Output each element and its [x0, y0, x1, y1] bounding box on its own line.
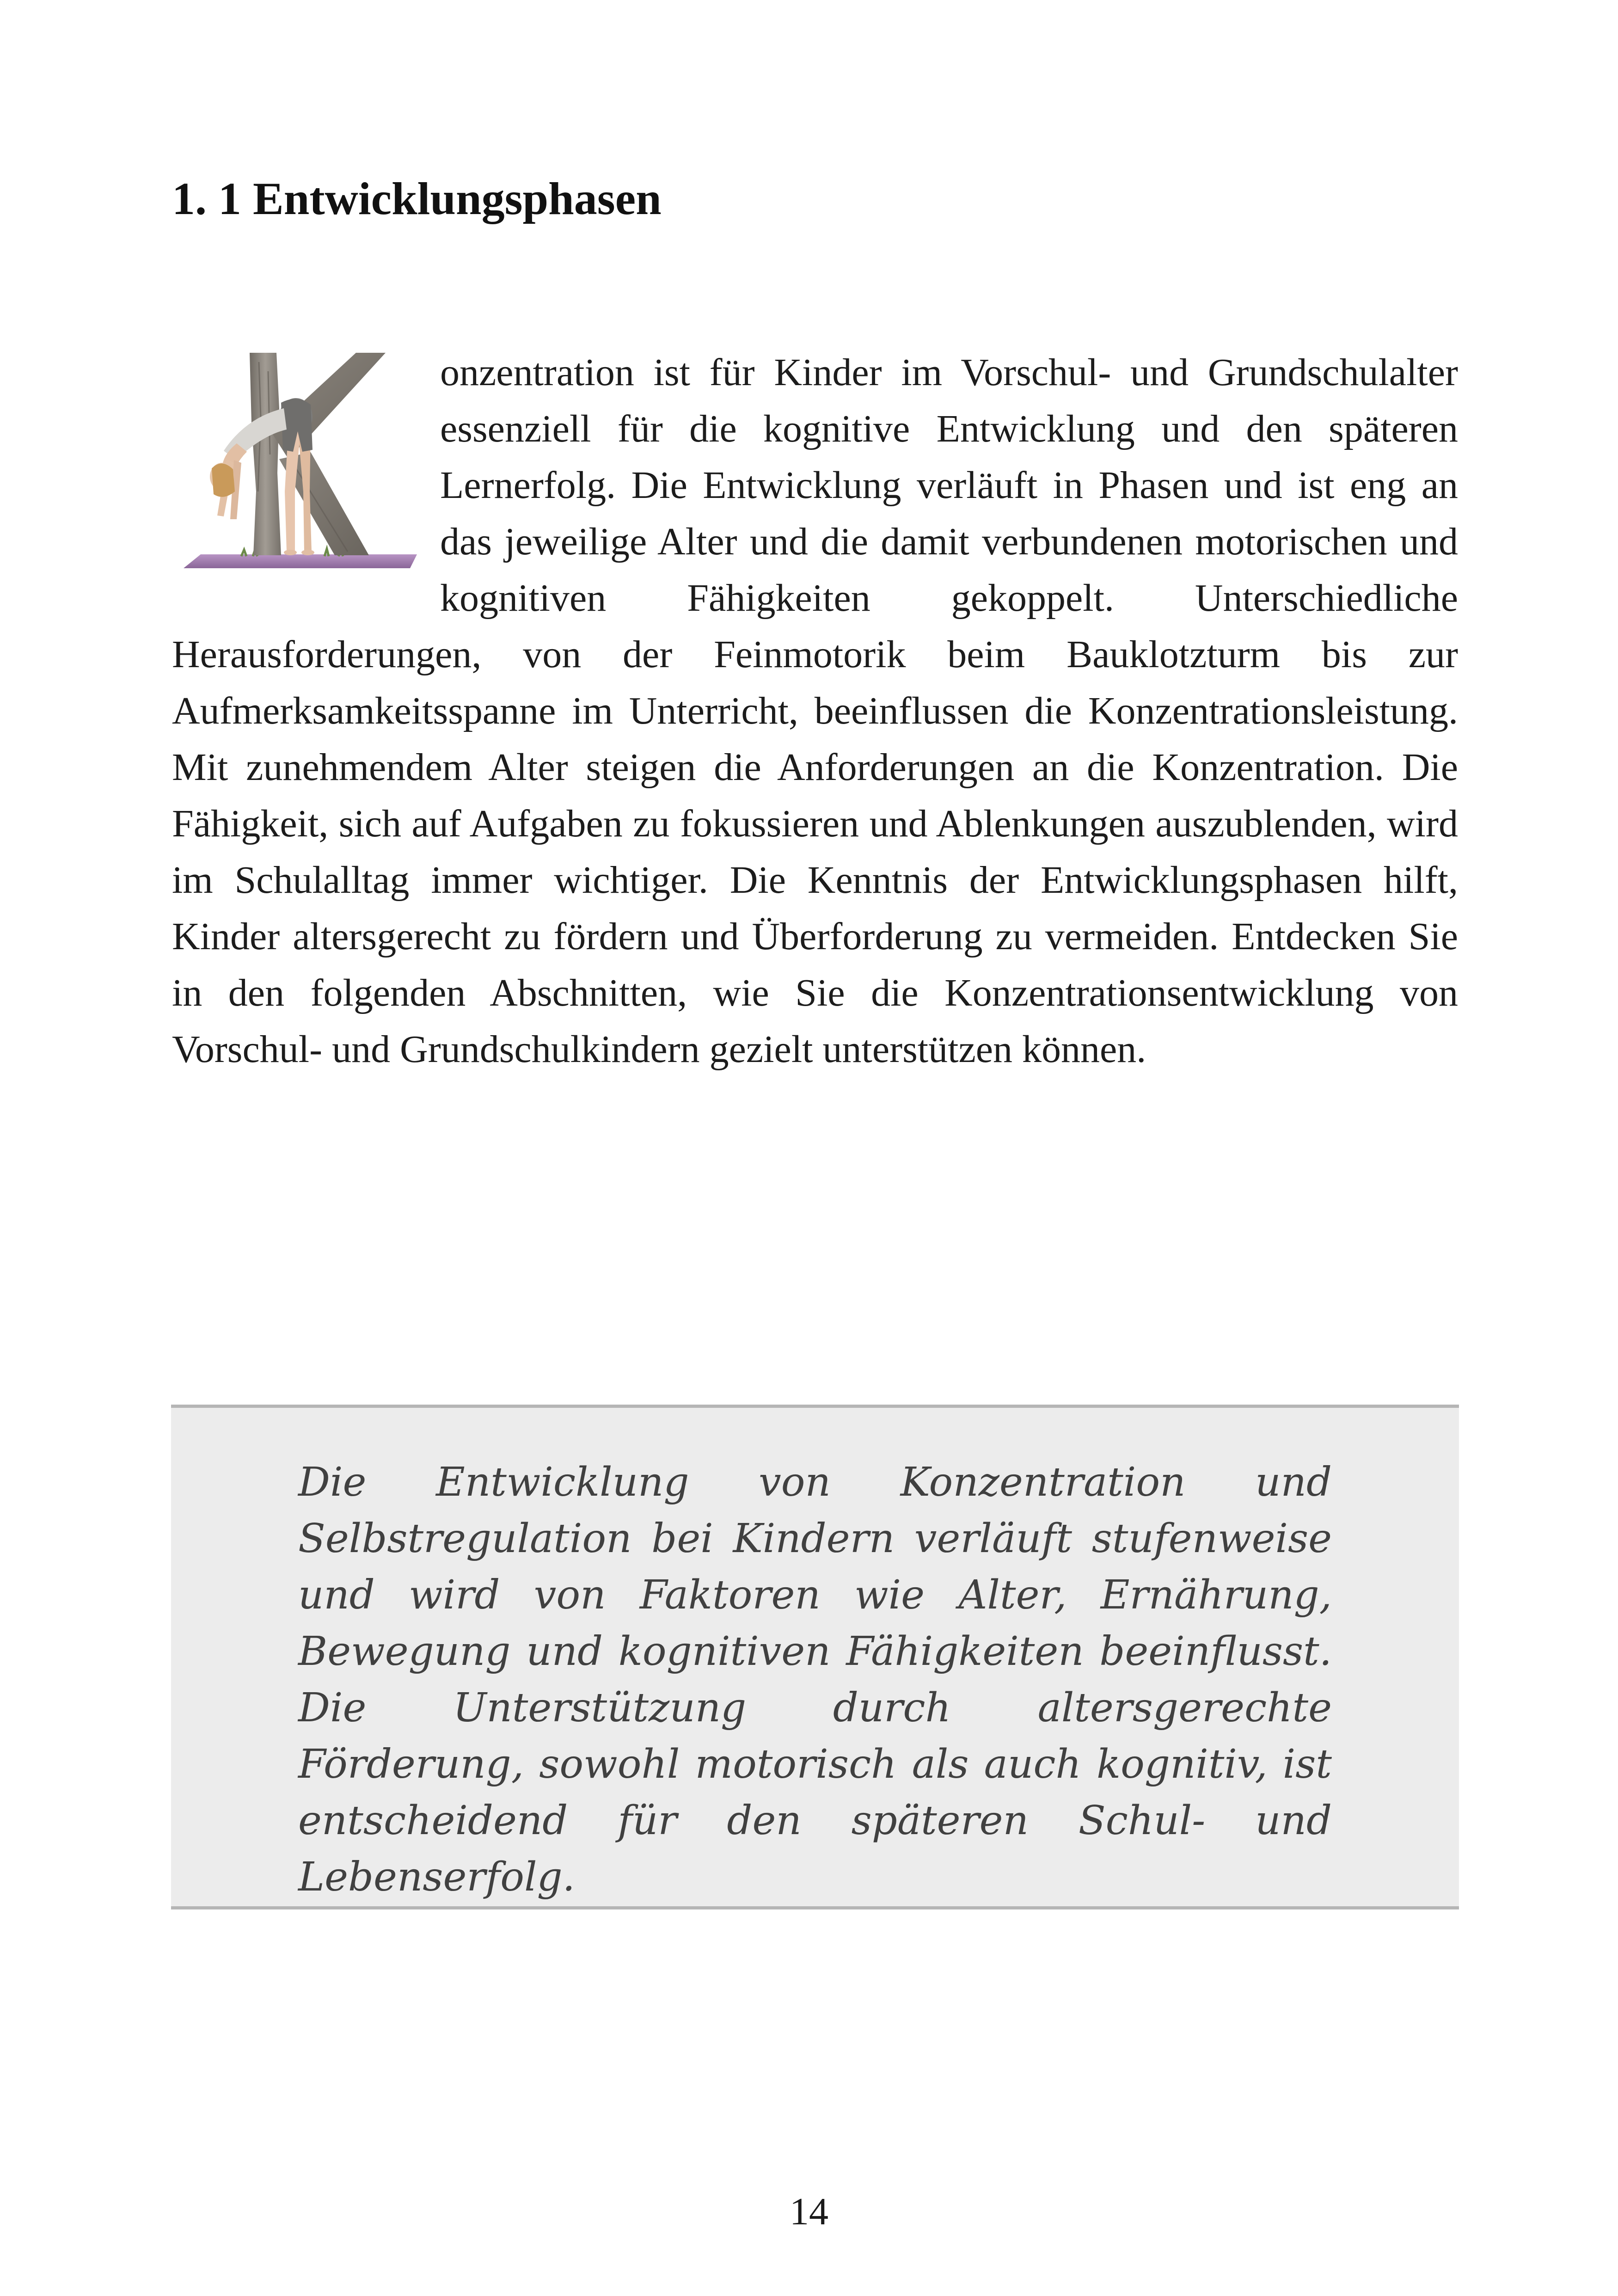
page-number: 14: [790, 2190, 828, 2233]
body-text: onzentration ist für Kinder im Vorschul- und Grundschulalter essenziell für die kognitive Entwicklung und den späteren Lernerfolg. Die Entwicklung verläuft in Phasen und ist eng an das jeweilige Alter und die damit verbundenen motorischen und kognitiven Fähigkeiten gekoppelt. Unterschiedliche Herausforderungen, von der Feinmotorik beim Bauklotzturm bis zur Aufmerksamkeitsspanne im Unterricht, beeinflussen die Konzentrationsleistung. Mit zunehmendem Alter steigen die Anforderungen an die Konzentration. Die Fähigkeit, sich auf Aufgaben zu fokussieren und Ablenkungen auszublenden, wird im Schulalltag immer wichtiger. Die Kenntnis der Entwicklungsphasen hilft, Kinder altersgerecht zu fördern und Überforderung zu vermeiden. Entdecken Sie in den folgenden Abschnitten, wie Sie die Konzentrationsentwicklung von Vorschul- und Grundschulkindern gezielt unterstützen können.: [172, 351, 1458, 1071]
section-heading: 1. 1 Entwicklungsphasen: [172, 173, 662, 224]
yoga-figure-letter-k-icon: [172, 353, 422, 575]
callout-box: [171, 1405, 1459, 1909]
callout-text: Die Entwicklung von Konzentration und Selbstregulation bei Kindern verläuft stufenweise und wird von Faktoren wie Alter, Ernährung, Bewegung und kognitiven Fähigkeiten beeinflusst. Die Unterstützung durch altersgerechte Förderung, sowohl motorisch als auch kognitiv, ist entscheidend für den späteren Schul- und Lebenserfolg.: [298, 1459, 1332, 1900]
body-paragraph: [172, 344, 1458, 1078]
dropcap-illustration: [172, 353, 422, 575]
